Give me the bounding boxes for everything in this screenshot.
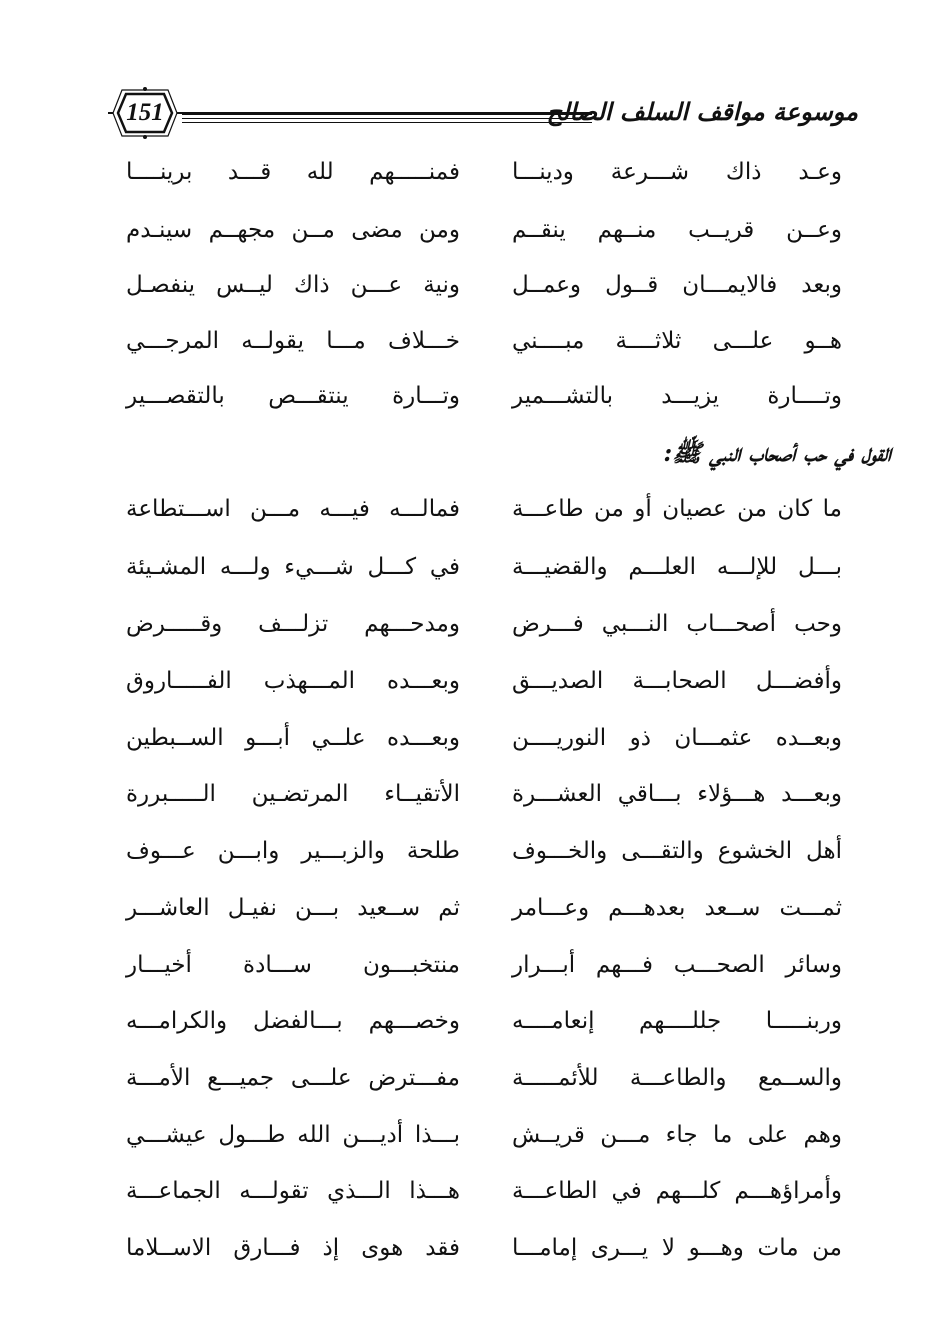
hemistich-left: فمنـــــهم لله قـــد برينــــا [126,159,460,185]
book-title: موسوعة مواقف السلف الصالح [546,97,858,126]
hemistich-right: وحب أصحـــاب النـــبي فـــرض [512,611,842,637]
hemistich-right: وسائر الصحـــب فـــهم أبـــرار [512,952,842,978]
hemistich-right: أهل الخشوع والتقـــى والخـــوف [512,838,842,864]
hemistich-left: وبعـــده علــي أبـــو الســبطين [126,725,460,751]
hemistich-right: من مات وهـــو لا يـــرى إمامـــا [512,1235,842,1261]
page-number-badge [108,86,182,140]
hemistich-left: في كـــل شـــيء ولـــه المشـيئة [126,554,460,580]
hemistich-left: وتـــارة ينتقـــص بالتقصـــير [126,383,460,409]
verse-line [126,772,842,816]
verse-line [126,545,842,589]
verse-line [126,374,842,418]
hemistich-right: وبعــده عثمـــان ذو النوريــــن [512,725,842,751]
hemistich-right: وبعد فالايمـــان قــول وعمــل [512,272,842,298]
hemistich-left: بـــذا أديـــن الله طـــول عيشـــي [126,1122,460,1148]
hemistich-right: هــو علـــى ثلاثــــة مبــــني [512,328,842,354]
verse-line [126,1113,842,1157]
page-number: 151 [126,99,164,126]
hemistich-right: وأمراؤهـــم كلـــهم في الطاعـــة [512,1178,842,1204]
hemistich-right: بـــل للإلـــه العلـــم والقضيـــة [512,554,842,580]
verse-line [126,1169,842,1213]
verse-line [126,208,842,252]
verse-line [126,829,842,873]
verse-line [126,886,842,930]
verse-line [126,1226,842,1270]
hemistich-right: ما كان من عصيان أو من طاعـــة [512,496,842,522]
hemistich-right: ثمـــت ســعد بعدهـــم وعـــامر [512,895,842,921]
hemistich-right: وأفضـــل الصحابـــة الصديـــق [512,668,842,694]
hemistich-left: ونية عـــن ذاك ليــس ينفصـل [126,272,460,298]
hemistich-left: وخصـــهم بـــالفضل والكرامـــه [126,1008,460,1034]
hemistich-left: ومن مضى مــن مجهــم سينـدم [126,217,460,243]
verse-line [126,943,842,987]
hemistich-left: وبعـــده المـــهذب الفـــــاروق [126,668,460,694]
hemistich-right: وعـد ذاك شـــرعة ودينـــا [512,159,842,185]
hemistich-right: وتــــارة يزيـــد بالتشـــمير [512,383,842,409]
section-heading: القول في حب أصحاب النبي ﷺ: [663,438,891,467]
hemistich-left: منتخبـــون ســـادة أخيـــار [126,952,460,978]
hemistich-left: هـــذا الـــذي تقولـــه الجماعـــة [126,1178,460,1204]
hemistich-right: والســمع والطاعـــة للأئمـــــة [512,1065,842,1091]
verse-line [126,716,842,760]
verse-line [126,150,842,194]
hemistich-right: وربنـــــا جللــــهم إنعامــــه [512,1008,842,1034]
verse-line [126,602,842,646]
hemistich-left: فقد هوى إذ فـــارق الاســلاما [126,1235,460,1261]
verse-line [126,659,842,703]
hemistich-right: وعــن قريــب منــهم ينقــم [512,217,842,243]
hemistich-left: ثم ســعيد بـــن نفيـل العاشـــر [126,895,460,921]
hemistich-left: فمالـــه فيـــه مـــن اســـتطاعة [126,496,460,522]
page-header [108,78,858,150]
hemistich-left: طلحة والزبـــير وابـــن عـــوف [126,838,460,864]
hemistich-left: مفـــترض علـــى جميـــع الأمـــة [126,1065,460,1091]
verse-line [126,1056,842,1100]
hemistich-left: خـــلاف مـــا يقولــه المرجـــي [126,328,460,354]
verse-line [126,319,842,363]
hemistich-right: وبعـــد هـــؤلاء بـــاقي العشـــرة [512,781,842,807]
hemistich-right: وهم على ما جاء مـــن قريــش [512,1122,842,1148]
hemistich-left: الأتقيــاء المرتضـين الـــــبررة [126,781,460,807]
verse-line [126,487,842,531]
hemistich-left: ومدحـــهم تزلـــف وقـــــرض [126,611,460,637]
verse-line [126,999,842,1043]
verse-line [126,263,842,307]
